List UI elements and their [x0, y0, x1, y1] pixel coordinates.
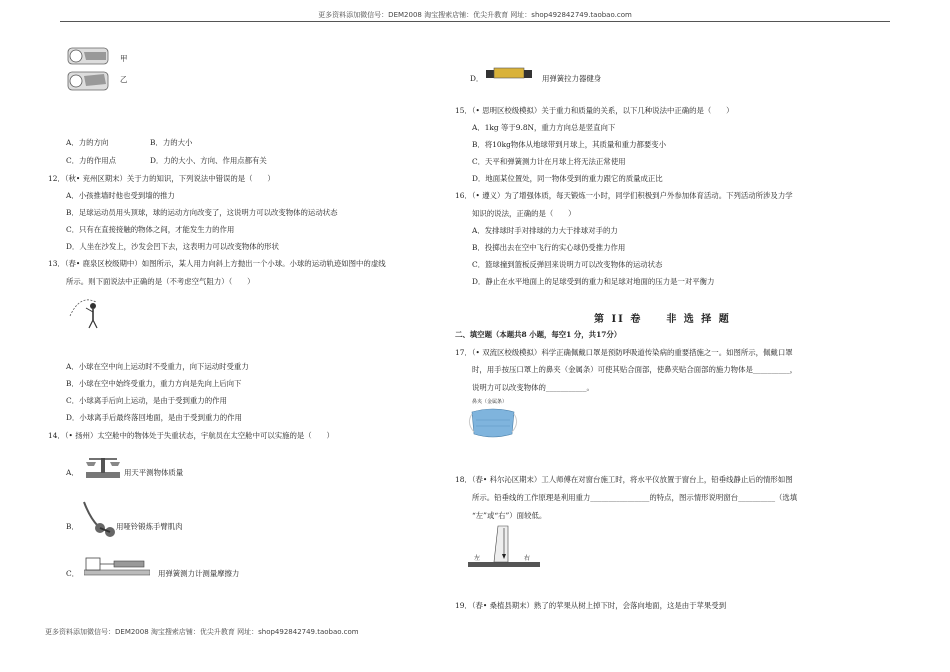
q14-option-d-text: 用弹簧拉力器健身 — [542, 74, 602, 83]
q17-line-1: 17．（• 双流区校级模拟）科学正确佩戴口罩是预防呼吸道传染病的重要措施之一。如图所示，佩戴口罩 — [455, 348, 793, 357]
q14-option-a-text: 用天平测物体质量 — [124, 468, 184, 477]
q17-line-3: 说明力可以改变物体的___________。 — [472, 383, 594, 392]
q15-option-a: A．1kg 等于9.8N，重力方向总是竖直向下 — [472, 123, 616, 132]
page-header: 更多资料添加微信号：DEM2008 淘宝搜索店铺：优尖升教育 网址：shop492842749.taobao.com — [318, 11, 632, 19]
q14-option-a-letter: A． — [66, 468, 79, 477]
q15-option-d: D．地面某位置处，同一物体受到的重力跟它的质量成正比 — [472, 174, 663, 183]
q13-stem-1: 13．（春• 鹿泉区校级期中）如图所示，某人用力向斜上方抛出一个小球。小球的运动轨迹如图中的虚线 — [48, 259, 386, 268]
q11-option-a: A．力的方向 — [66, 138, 109, 147]
q13-option-d: D．小球离手后最终落回地面，是由于受到重力的作用 — [66, 413, 242, 422]
q11-option-c: C．力的作用点 — [66, 156, 116, 165]
q13-option-c: C．小球离手后向上运动，是由于受到重力的作用 — [66, 396, 227, 405]
q19-line-1: 19．（春• 桑植县期末）熟了的苹果从树上掉下时，会落向地面，这是由于苹果受到 — [455, 601, 727, 610]
thrower-figure — [66, 292, 110, 332]
q15-option-c: C．天平和弹簧测力计在月球上将无法正常使用 — [472, 157, 626, 166]
section-title: 第 II 卷 非 选 择 题 — [594, 314, 731, 325]
q18-line-1: 18．（春• 科尔沁区期末）工人师傅在对窗台施工时，将水平仪放置于窗台上，铅垂线静止后的情形如图 — [455, 475, 793, 484]
q11-option-b: B．力的大小 — [150, 138, 193, 147]
q18-line-2: 所示。铅垂线的工作原理是利用重力________________的特点，图示情形说明窗台__________（选填 — [472, 493, 798, 502]
q13-option-b: B．小球在空中始终受重力，重力方向是先向上后向下 — [66, 379, 242, 388]
q16-option-b: B．投掷出去在空中飞行的实心球仍受推力作用 — [472, 243, 626, 252]
q16-option-c: C．篮球撞到篮板反弹回来说明力可以改变物体的运动状态 — [472, 260, 663, 269]
header-rule — [60, 21, 890, 22]
spring-expander-figure — [484, 62, 534, 84]
hand-figures — [66, 44, 110, 96]
level-label-right: 右 — [524, 555, 531, 562]
friction-setup-figure — [84, 552, 150, 578]
q16-option-d: D．静止在水平地面上的足球受到的重力和足球对地面的压力是一对平衡力 — [472, 277, 715, 286]
q11-option-d: D．力的大小、方向、作用点都有关 — [150, 156, 267, 165]
q13-option-a: A．小球在空中向上运动时不受重力，向下运动时受重力 — [66, 362, 249, 371]
mask-figure-label: 鼻夹（金属条） — [472, 399, 508, 405]
q16-stem-2: 知识的说法，正确的是（ ） — [472, 209, 576, 218]
q12-option-d: D．人坐在沙发上，沙发会凹下去，这表明力可以改变物体的形状 — [66, 242, 279, 251]
level-figure — [468, 524, 540, 572]
q15-option-b: B．将10kg物体从地球带到月球上，其质量和重力都要变小 — [472, 140, 667, 149]
balance-scale-figure — [84, 450, 122, 480]
q14-option-d-letter: D． — [470, 74, 484, 83]
q18-line-3: “左”或“右”）面较低。 — [472, 511, 547, 520]
q16-option-a: A．发排球时手对排球的力大于排球对手的力 — [472, 226, 618, 235]
q12-option-c: C．只有在直接接触的物体之间，才能发生力的作用 — [66, 225, 235, 234]
q14-option-b-letter: B． — [66, 522, 79, 531]
q17-line-2: 时，用手按压口罩上的鼻夹（金属条）可使其贴合面部，使鼻夹贴合面部的施力物体是__________， — [472, 365, 798, 374]
q12-option-b: B．足球运动员用头顶球，球的运动方向改变了，这说明力可以改变物体的运动状态 — [66, 208, 338, 217]
q14-stem: 14．（• 扬州）太空舱中的物体处于失重状态，宇航员在太空舱中可以实施的是（ ） — [48, 431, 334, 440]
q14-option-b-text: 用哑铃锻炼手臂肌肉 — [116, 522, 183, 531]
q15-stem: 15．（• 思明区校级模拟）关于重力和质量的关系，以下几种说法中正确的是（ ） — [455, 106, 734, 115]
q12-stem: 12．（秋• 兖州区期末）关于力的知识，下列说法中错误的是（ ） — [48, 174, 275, 183]
q13-stem-2: 所示。则下面说法中正确的是（不考虑空气阻力）（ ） — [66, 277, 255, 286]
part-two-heading: 二、填空题（本题共8 小题，每空1 分，共17分） — [455, 330, 622, 339]
q14-option-c-letter: C． — [66, 569, 80, 578]
figure-label-yi: 乙 — [120, 75, 128, 84]
q14-option-c-text: 用弹簧测力计测量摩擦力 — [158, 569, 240, 578]
q12-option-a: A．小孩推墙时他也受到墙的推力 — [66, 191, 175, 200]
page-footer: 更多资料添加微信号：DEM2008 淘宝搜索店铺：优尖升教育 网址：shop492842749.taobao.com — [45, 628, 359, 636]
dumbbell-figure — [80, 498, 116, 540]
face-mask-figure — [466, 406, 520, 440]
figure-label-jia: 甲 — [120, 54, 128, 63]
level-label-left: 左 — [474, 555, 481, 562]
q16-stem-1: 16．（• 遵义）为了增强体质，每天锻炼一小时，同学们积极到户外参加体育活动。下列活动所涉及力学 — [455, 191, 793, 200]
